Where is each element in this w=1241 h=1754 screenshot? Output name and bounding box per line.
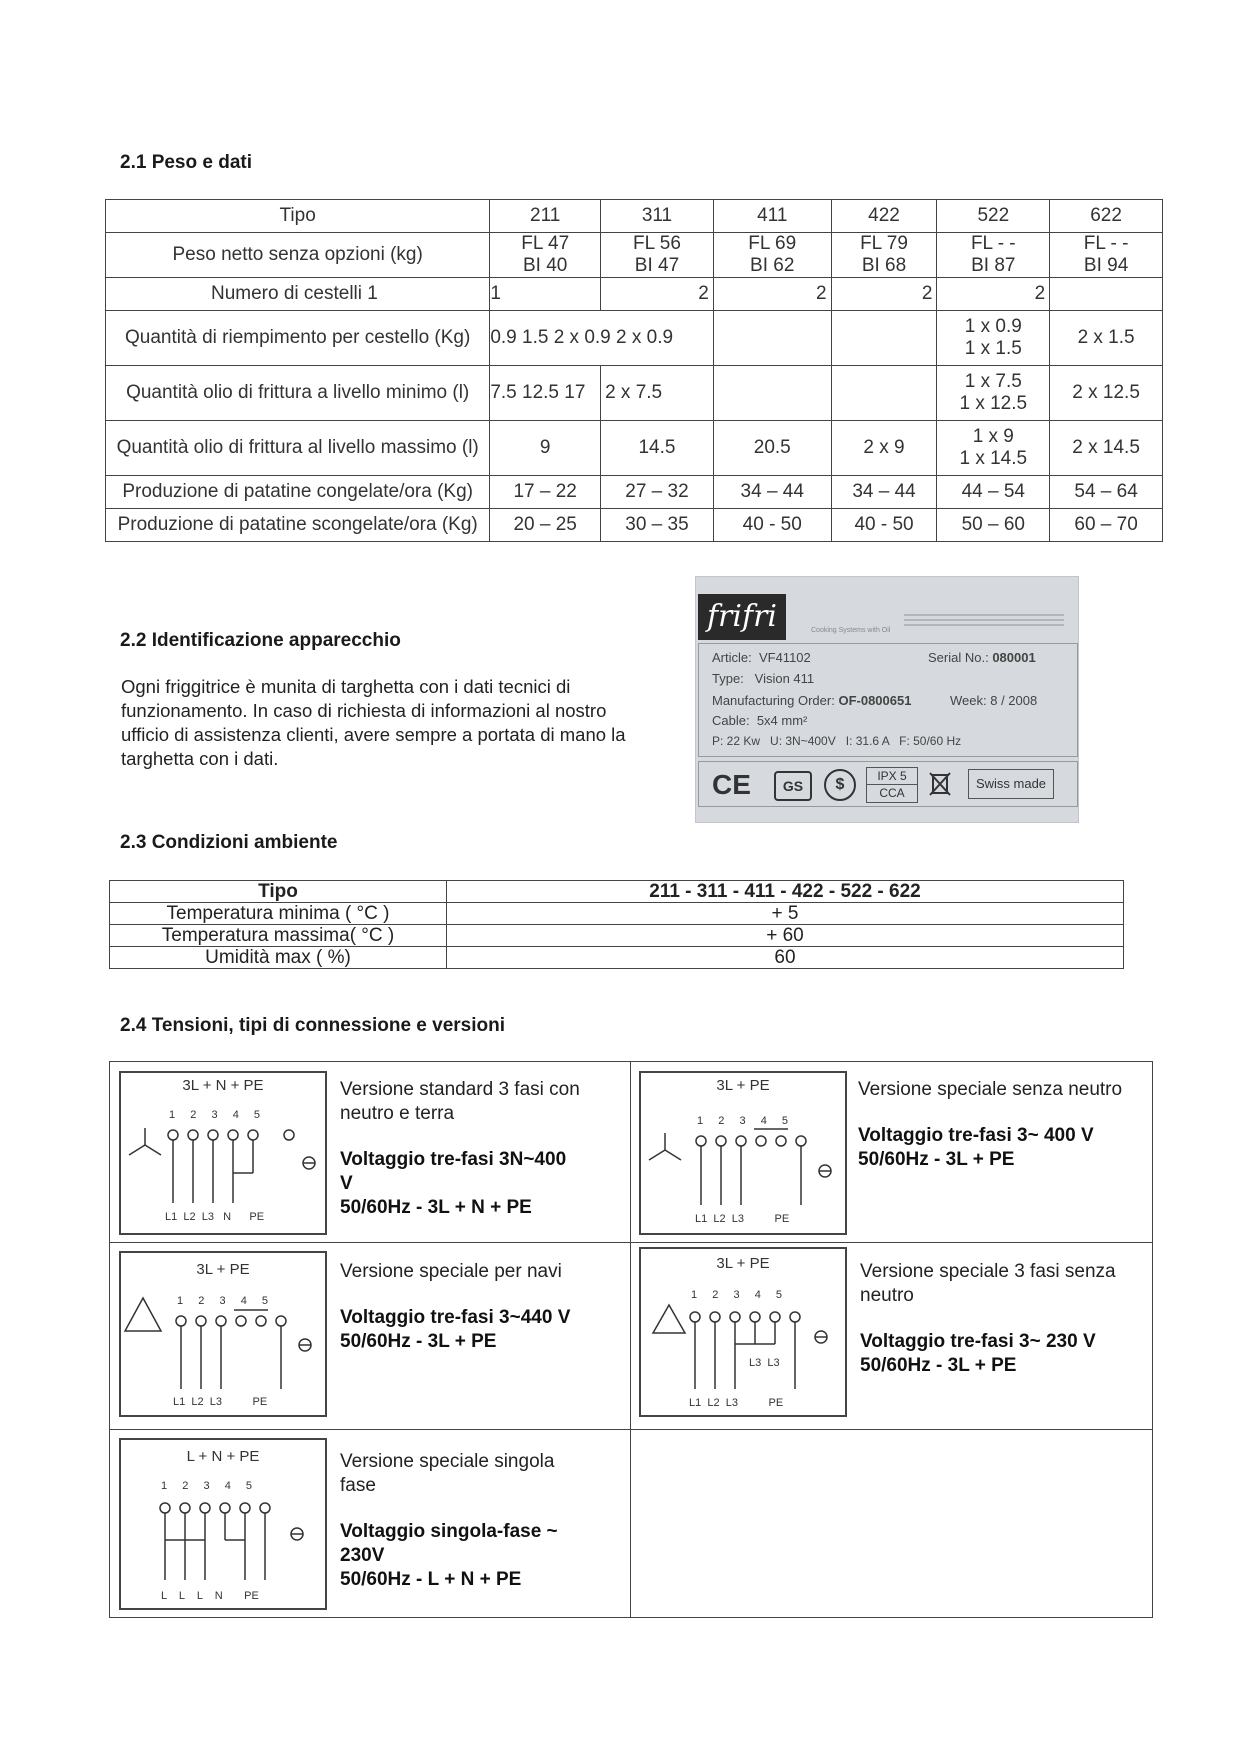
gs-mark: GS bbox=[774, 771, 812, 801]
safety-icon: $ bbox=[824, 769, 856, 801]
empty-cell bbox=[831, 311, 937, 366]
cable-value: 5x4 mm² bbox=[756, 713, 808, 728]
peso-label: Peso netto senza opzioni (kg) bbox=[106, 233, 490, 278]
olio-max-cell: 14.5 bbox=[601, 421, 714, 476]
cong-cell: 34 – 44 bbox=[713, 476, 831, 509]
plate-logo: frifri bbox=[698, 594, 786, 640]
article-value: VF41102 bbox=[758, 650, 811, 665]
olio-min-cell: 2 x 12.5 bbox=[1050, 366, 1163, 421]
nameplate-image bbox=[695, 576, 1079, 823]
olio-max-cell: 9 bbox=[490, 421, 601, 476]
section-title-identificazione: 2.2 Identificazione apparecchio bbox=[120, 630, 401, 651]
version-text: Versione speciale senza neutro Voltaggio tre-fasi 3~ 400 V 50/60Hz - 3L + PE bbox=[858, 1079, 1123, 1170]
section-title-condizioni: 2.3 Condizioni ambiente bbox=[120, 832, 338, 853]
serial-value: 080001 bbox=[992, 650, 1036, 665]
peso-cell: FL 56 BI 47 bbox=[601, 233, 714, 278]
wiring-diagram-3l-pe-navi bbox=[119, 1251, 327, 1417]
week-value: 8 / 2008 bbox=[990, 693, 1038, 708]
ambient-value: 60 bbox=[447, 947, 1124, 969]
ambient-label: Temperatura minima ( °C ) bbox=[110, 903, 447, 925]
plate-subtitle: Cooking Systems with Oil bbox=[811, 627, 891, 634]
olio-max-cell: 2 x 14.5 bbox=[1050, 421, 1163, 476]
terminal-labels: L1 L2 L3 N PE bbox=[165, 1211, 265, 1223]
peso-cell: FL 69 BI 62 bbox=[713, 233, 831, 278]
peso-cell: FL - - BI 87 bbox=[937, 233, 1050, 278]
week-label: Week: bbox=[950, 693, 987, 708]
terminal-labels: L1 L2 L3 PE bbox=[695, 1213, 790, 1225]
olio-min-span: 7.5 12.5 17 bbox=[490, 366, 601, 421]
diagram-title: 3L + PE bbox=[716, 1077, 770, 1094]
empty-cell bbox=[831, 366, 937, 421]
olio-min-cell: 1 x 7.5 1 x 12.5 bbox=[937, 366, 1050, 421]
scong-cell: 40 - 50 bbox=[713, 509, 831, 542]
weee-bin-icon bbox=[928, 769, 952, 797]
terminal-numbers: 1 2 3 4 5 bbox=[169, 1109, 264, 1121]
ipx-box: IPX 5 CCA bbox=[866, 767, 918, 803]
riemp-cell: 2 x 1.5 bbox=[1050, 311, 1163, 366]
ce-mark: CE bbox=[712, 769, 751, 800]
cestelli-cell bbox=[1050, 278, 1163, 311]
olio-min-span: 2 x 7.5 bbox=[601, 366, 714, 421]
diagram-title: L + N + PE bbox=[186, 1448, 260, 1465]
olio-max-cell: 20.5 bbox=[713, 421, 831, 476]
version-text: Versione speciale per navi Voltaggio tre-fasi 3~440 V 50/60Hz - 3L + PE bbox=[340, 1261, 571, 1352]
cong-cell: 44 – 54 bbox=[937, 476, 1050, 509]
olio-min-label: Quantità olio di frittura a livello minimo (l) bbox=[106, 366, 490, 421]
terminal-numbers: 1 2 3 4 5 bbox=[691, 1289, 786, 1301]
cestelli-label: Numero di cestelli 1 bbox=[106, 278, 490, 311]
power-line: P: 22 Kw U: 3N~400V I: 31.6 A F: 50/60 Hz bbox=[712, 734, 962, 748]
scong-cell: 30 – 35 bbox=[601, 509, 714, 542]
terminal-numbers: 1 2 3 4 5 bbox=[177, 1295, 272, 1307]
section-title-peso: 2.1 Peso e dati bbox=[120, 152, 253, 173]
wiring-diagram-l-n-pe bbox=[119, 1438, 327, 1610]
peso-cell: FL 79 BI 68 bbox=[831, 233, 937, 278]
article-label: Article: bbox=[712, 650, 752, 665]
cable-label: Cable: bbox=[712, 713, 750, 728]
scong-cell: 50 – 60 bbox=[937, 509, 1050, 542]
diagram-title: 3L + N + PE bbox=[182, 1077, 264, 1094]
cestelli-cell: 2 bbox=[713, 278, 831, 311]
cong-cell: 17 – 22 bbox=[490, 476, 601, 509]
olio-max-cell: 1 x 9 1 x 14.5 bbox=[937, 421, 1050, 476]
cestelli-cell: 2 bbox=[831, 278, 937, 311]
riemp-cell: 1 x 0.9 1 x 1.5 bbox=[937, 311, 1050, 366]
ambient-value: + 5 bbox=[447, 903, 1124, 925]
terminal-labels: L1 L2 L3 PE bbox=[689, 1397, 784, 1409]
wiring-diagram-3l-pe-230 bbox=[639, 1247, 847, 1417]
empty-cell bbox=[713, 311, 831, 366]
tipo-label: Tipo bbox=[106, 200, 490, 233]
terminal-numbers: 1 2 3 4 5 bbox=[697, 1115, 792, 1127]
cong-cell: 54 – 64 bbox=[1050, 476, 1163, 509]
olio-max-label: Quantità olio di frittura al livello massimo (l) bbox=[106, 421, 490, 476]
wiring-diagram-3l-pe bbox=[639, 1071, 847, 1235]
section-title-tensioni: 2.4 Tensioni, tipi di connessione e versioni bbox=[120, 1015, 506, 1036]
model-cell: 311 bbox=[601, 200, 714, 233]
order-value: OF-0800651 bbox=[838, 693, 912, 708]
diagram-title: 3L + PE bbox=[716, 1255, 770, 1272]
swiss-made-label: Swiss made bbox=[968, 769, 1054, 799]
weight-data-table bbox=[105, 199, 1163, 542]
model-cell: 411 bbox=[713, 200, 831, 233]
peso-cell: FL - - BI 94 bbox=[1050, 233, 1163, 278]
terminal-labels: L1 L2 L3 PE bbox=[173, 1396, 268, 1408]
version-text: Versione speciale 3 fasi senza neutro Voltaggio tre-fasi 3~ 230 V 50/60Hz - 3L + PE bbox=[860, 1261, 1116, 1376]
ambient-label: Temperatura massima( °C ) bbox=[110, 925, 447, 947]
scong-cell: 40 - 50 bbox=[831, 509, 937, 542]
cestelli-cell: 2 bbox=[937, 278, 1050, 311]
version-text: Versione standard 3 fasi con neutro e terra Voltaggio tre-fasi 3N~400 V 50/60Hz - 3L + N + PE bbox=[340, 1079, 580, 1218]
terminal-labels: L L L N PE bbox=[161, 1590, 259, 1602]
cestelli-cell: 2 bbox=[601, 278, 714, 311]
diagram-title: 3L + PE bbox=[196, 1261, 250, 1278]
wiring-diagram-3l-n-pe bbox=[119, 1071, 327, 1235]
plate-address-lines bbox=[904, 611, 1064, 637]
model-cell: 211 bbox=[490, 200, 601, 233]
model-cell: 622 bbox=[1050, 200, 1163, 233]
cong-cell: 27 – 32 bbox=[601, 476, 714, 509]
model-cell: 422 bbox=[831, 200, 937, 233]
scong-cell: 20 – 25 bbox=[490, 509, 601, 542]
cestelli-cell: 1 bbox=[490, 278, 601, 311]
ambient-header-tipo: Tipo bbox=[110, 881, 447, 903]
scong-label: Produzione di patatine scongelate/ora (Kg) bbox=[106, 509, 490, 542]
ambient-value: + 60 bbox=[447, 925, 1124, 947]
type-label: Type: bbox=[712, 671, 744, 686]
cong-label: Produzione di patatine congelate/ora (Kg) bbox=[106, 476, 490, 509]
cong-cell: 34 – 44 bbox=[831, 476, 937, 509]
olio-max-cell: 2 x 9 bbox=[831, 421, 937, 476]
riemp-label: Quantità di riempimento per cestello (Kg) bbox=[106, 311, 490, 366]
ident-paragraph: Ogni friggitrice è munita di targhetta con i dati tecnici di funzionamento. In caso di richiesta di informazioni al nostro ufficio di assistenza clienti, avere sempre a portata di mano la targhetta con i dati. bbox=[121, 676, 626, 769]
type-value: Vision 411 bbox=[754, 671, 815, 686]
ambient-header-models: 211 - 311 - 411 - 422 - 522 - 622 bbox=[447, 881, 1124, 903]
terminal-numbers: 1 2 3 4 5 bbox=[161, 1480, 256, 1492]
model-cell: 522 bbox=[937, 200, 1050, 233]
empty-cell bbox=[713, 366, 831, 421]
riemp-span: 0.9 1.5 2 x 0.9 2 x 0.9 bbox=[490, 311, 714, 366]
terminal-extra: L3 L3 bbox=[749, 1357, 780, 1369]
version-text: Versione speciale singola fase Voltaggio singola-fase ~ 230V 50/60Hz - L + N + PE bbox=[340, 1451, 558, 1590]
serial-label: Serial No.: bbox=[928, 650, 989, 665]
ambient-label: Umidità max ( %) bbox=[110, 947, 447, 969]
scong-cell: 60 – 70 bbox=[1050, 509, 1163, 542]
peso-cell: FL 47 BI 40 bbox=[490, 233, 601, 278]
order-label: Manufacturing Order: bbox=[712, 693, 835, 708]
ambient-table bbox=[109, 880, 1124, 969]
